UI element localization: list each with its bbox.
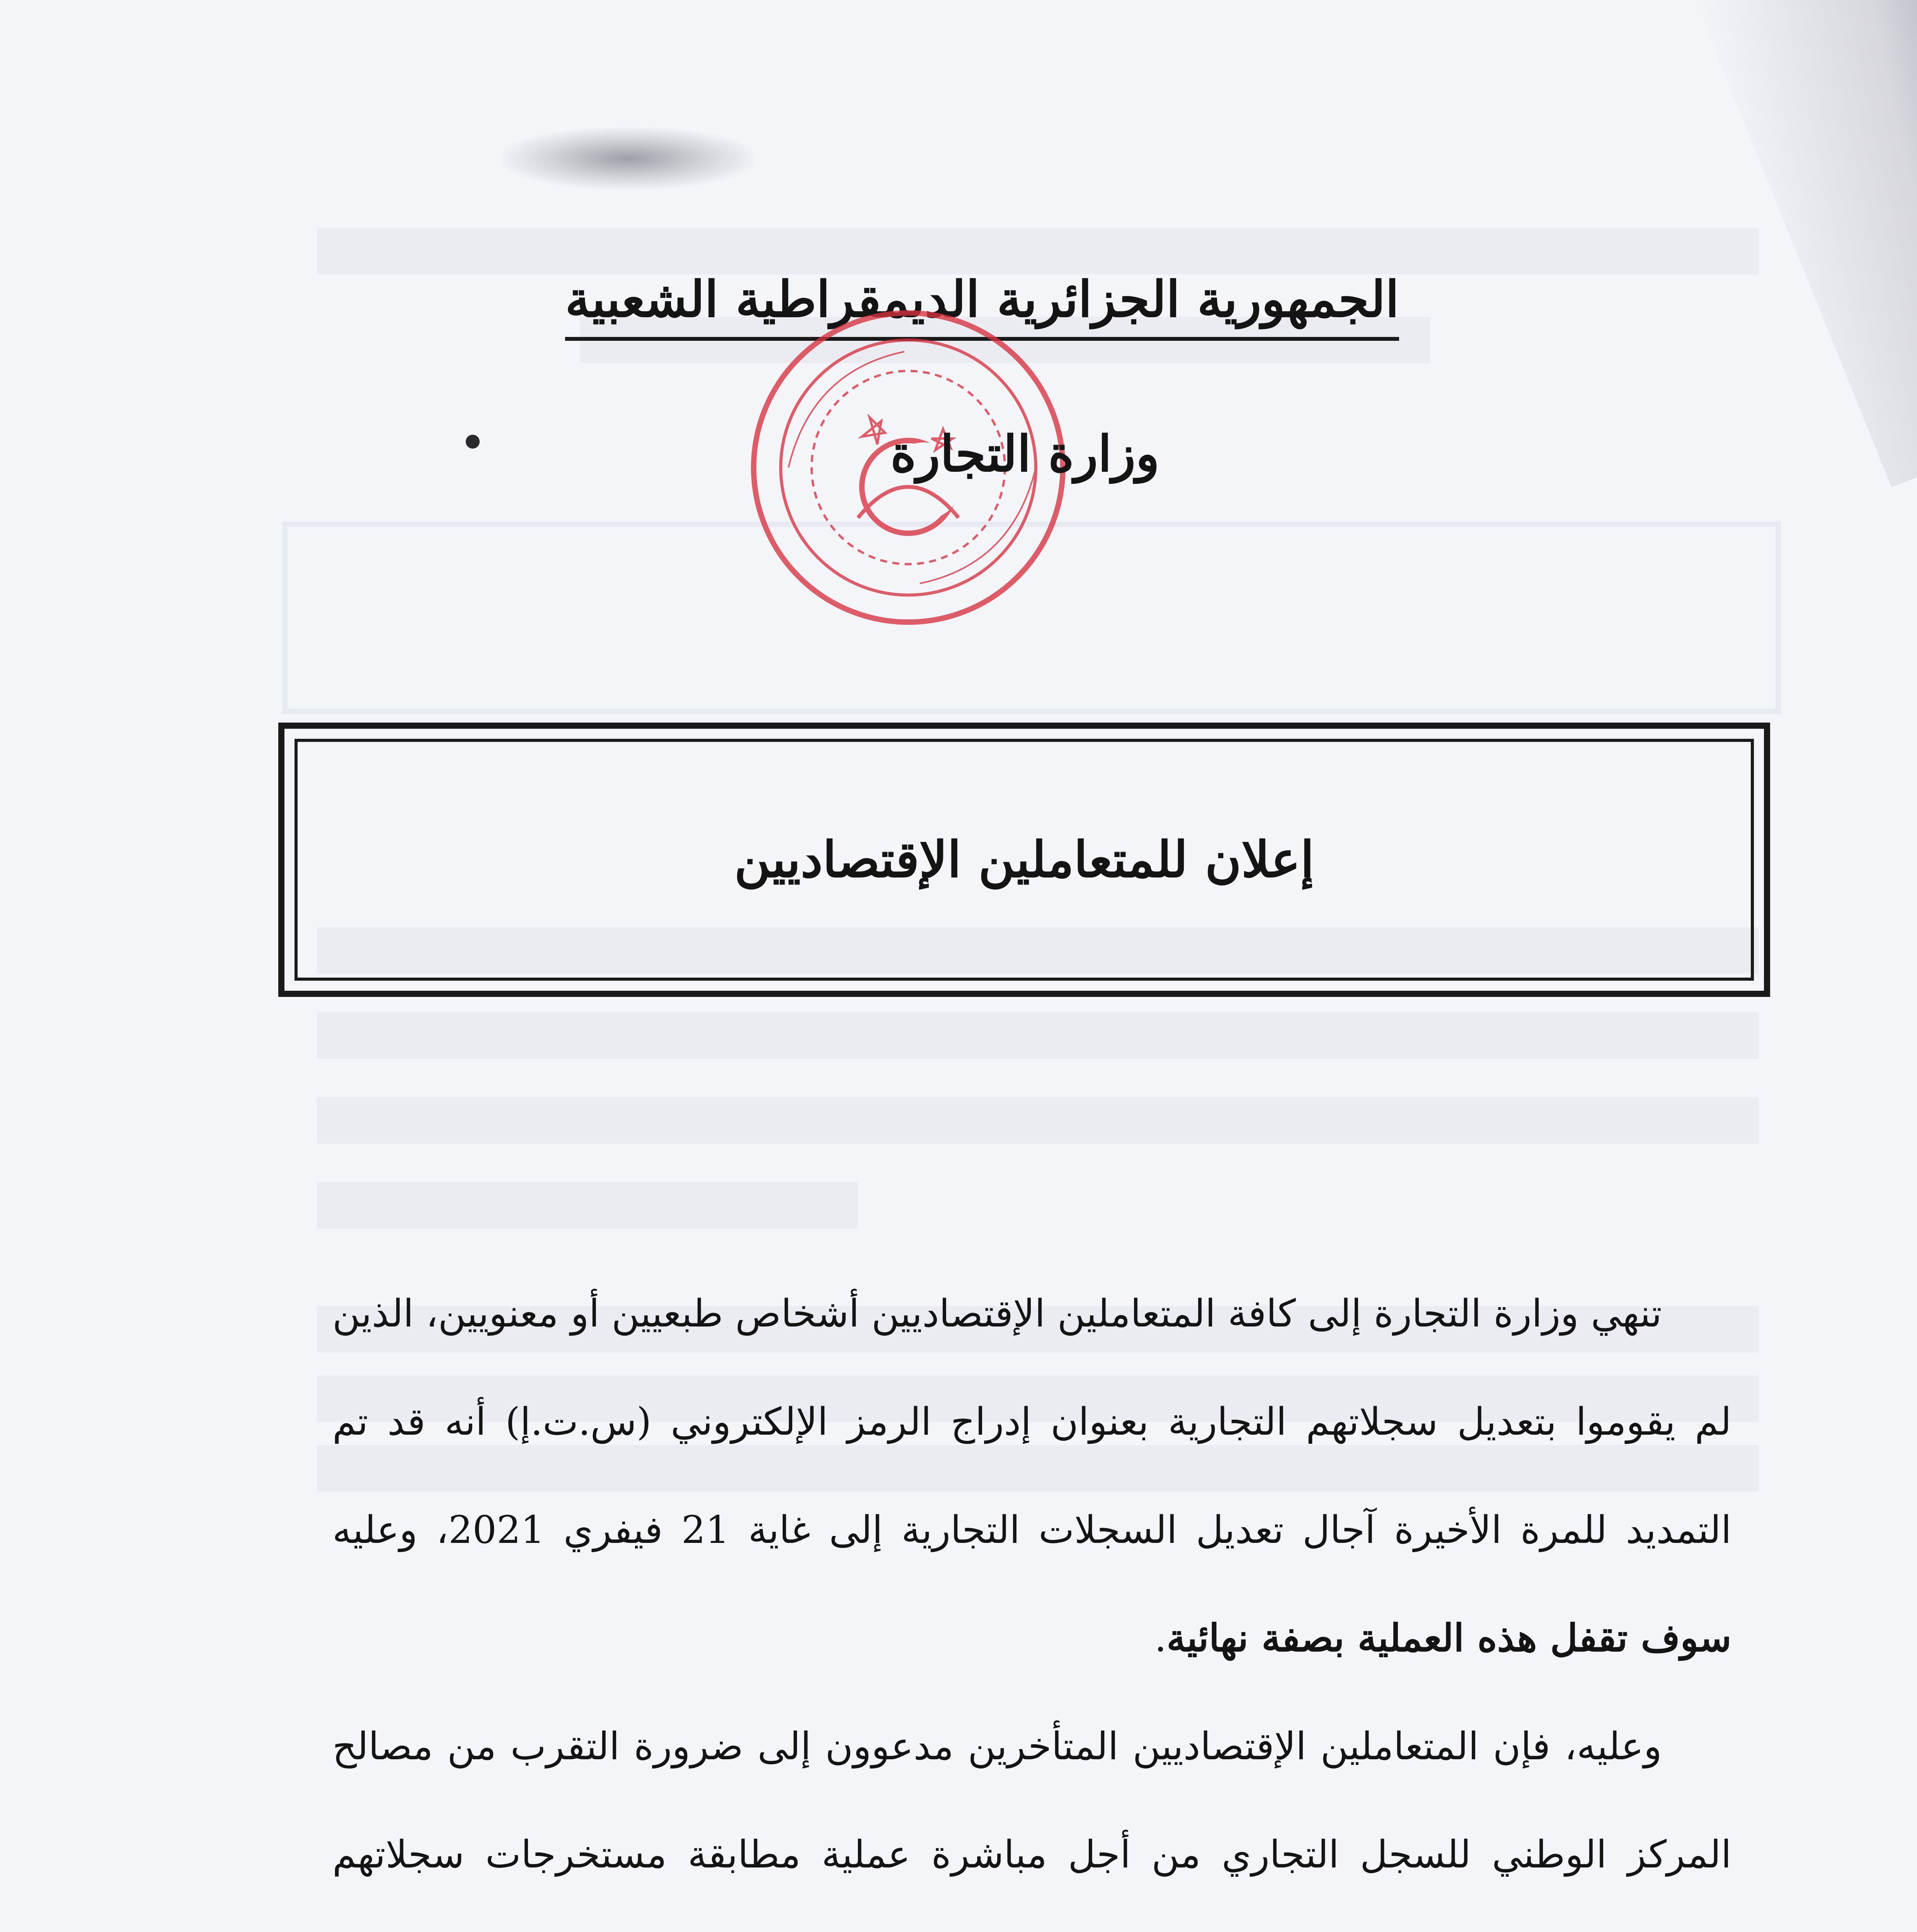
notice-title-inner-border [295, 739, 1754, 981]
paragraph-1 [332, 1260, 1731, 1692]
paragraph-2 [332, 1692, 1731, 1932]
notice-title-frame [278, 723, 1770, 997]
ink-dot [466, 435, 480, 449]
scanner-edge-shadow [1689, 0, 1917, 487]
scan-smudge [502, 128, 754, 189]
ghost-line [317, 1182, 858, 1229]
paragraph-1-text: تنهي وزارة التجارة إلى كافة المتعاملين الإقتصاديين أشخاص طبعيين أو معنويين، الذين لم يقوموا بتعديل سجلاتهم التجارية بعنوان إدراج الرمز الإلكتروني (س.ت.إ) أنه قد تم التمديد للمرة الأخيرة آجال تعديل السجلات التجارية إلى غاية 21 فيفري 2021، وعليه [332, 1292, 1732, 1552]
ghost-line [317, 1012, 1759, 1059]
notice-title: إعلان للمتعاملين الإقتصاديين [734, 831, 1314, 889]
ghost-line [317, 1097, 1759, 1144]
ghost-line [317, 228, 1759, 274]
paragraph-1-bold-text: سوف تقفل هذه العملية بصفة نهائية [1166, 1616, 1731, 1660]
paragraph-2-text: وعليه، فإن المتعاملين الإقتصاديين المتأخرين مدعوون إلى ضرورة التقرب من مصالح المركز الوطني للسجل التجاري من أجل مباشرة عملية مطابقة مستخرجات سجلاتهم [332, 1725, 1731, 1877]
paragraph-1-end: . [1154, 1616, 1167, 1660]
republic-name: الجمهورية الجزائرية الديمقراطية الشعبية [565, 270, 1399, 341]
ministry-name: وزارة التجارة [890, 425, 1159, 483]
